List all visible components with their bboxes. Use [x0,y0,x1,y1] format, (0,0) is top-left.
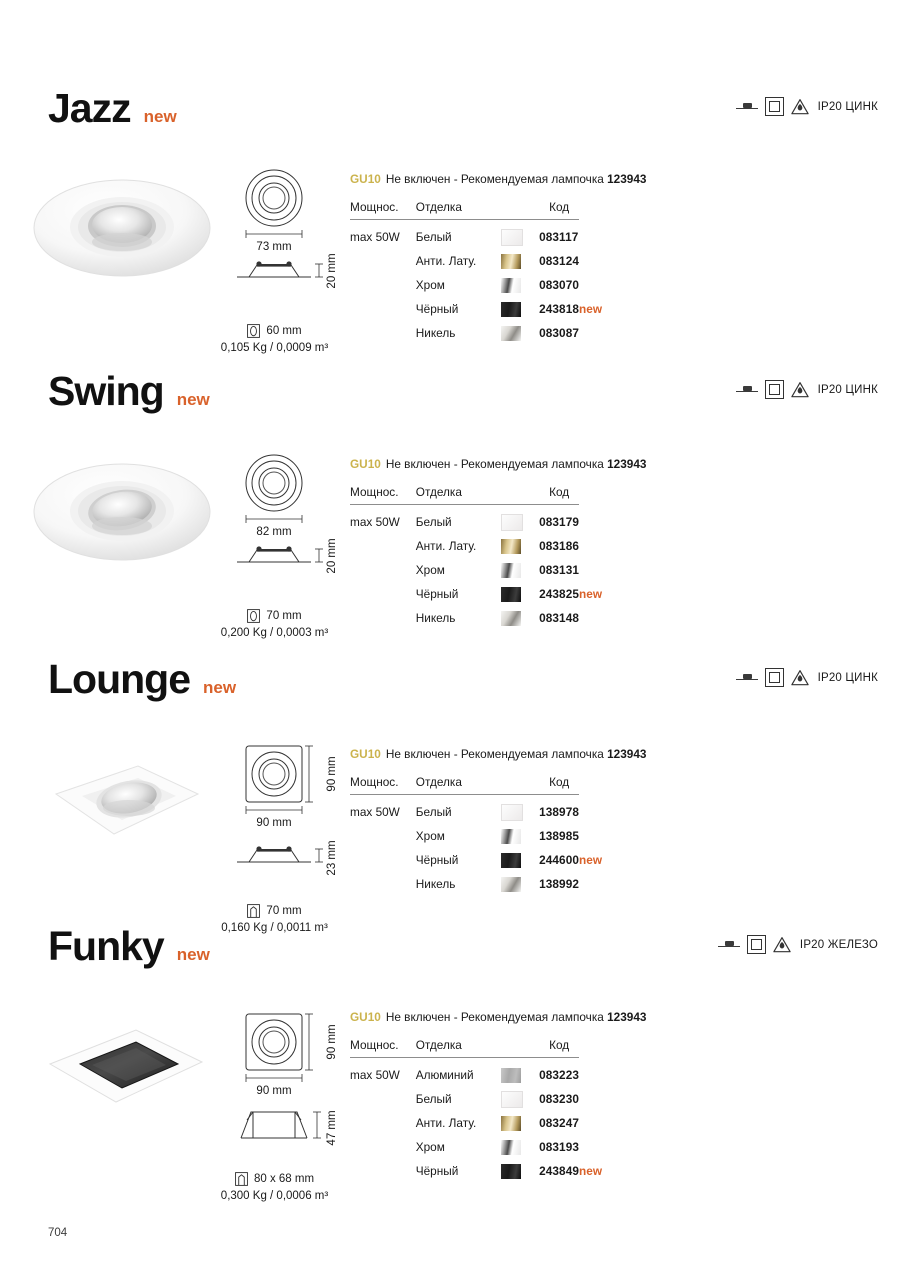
cell-swatch [501,1087,521,1111]
ip-rating-label: IP20 ЖЕЛЕЗО [799,938,878,951]
spec-table-funky [350,1010,710,1184]
cell-new-tag [579,558,602,582]
product-badges [736,380,878,399]
cell-finish: Анти. Лату. [415,1116,477,1131]
weight-volume: 0,160 Kg / 0,0011 m³ [221,922,328,934]
svg-text:20 mm: 20 mm [326,538,338,574]
lamp-text: Не включен - Рекомендуемая лампочка [385,747,604,761]
lamp-text: Не включен - Рекомендуемая лампочка [385,1010,604,1024]
cell-code: 083124 [539,253,580,268]
lamp-info [350,1010,710,1024]
flame-triangle-icon [791,381,809,398]
cell-finish: Чёрный [415,853,459,868]
cell-finish: Чёрный [415,1164,459,1179]
table-row [350,220,602,249]
cell-new-tag: new [579,302,602,317]
finish-swatch-brass [501,539,521,554]
cell-new-tag [579,824,602,848]
product-title-row [48,85,177,131]
cell-swatch [501,1111,521,1135]
cell-power: max 50W [350,229,400,244]
header-power: Мощнос. [350,1038,416,1058]
product-badges [736,668,878,687]
cell-swatch [501,582,521,606]
table-row [350,824,602,848]
cutout-value: 70 mm [266,905,302,917]
cell-new-tag [579,273,602,297]
lamp-socket: GU10 [350,1010,381,1024]
cell-finish: Никель [415,877,456,892]
cell-code: 083247 [539,1116,580,1131]
cell-power: max 50W [350,1067,400,1082]
header-code: Код [539,200,579,220]
weight-volume: 0,105 Kg / 0,0009 m³ [220,342,329,354]
spec-table-swing [350,457,710,631]
table-header-row [350,1038,602,1058]
cell-finish: Анти. Лату. [415,538,477,553]
cell-code: 083131 [539,563,580,578]
cell-finish: Хром [415,828,445,843]
cell-finish: Чёрный [415,587,459,602]
cell-new-tag [579,220,602,249]
lamp-text: Не включен - Рекомендуемая лампочка [385,457,604,471]
cell-swatch [501,1135,521,1159]
round-cutout-icon [247,324,260,338]
cell-finish: Хром [415,1140,445,1155]
lamp-info [350,172,710,186]
header-power: Мощнос. [350,200,416,220]
cutout-row [207,1172,342,1186]
cell-swatch [501,872,521,896]
page-number: 704 [48,1227,68,1239]
flame-triangle-icon [791,98,809,115]
dimension-drawing-funky [207,1008,342,1202]
table-row [350,606,602,630]
recessed-fixture-icon [736,671,758,685]
table-row [350,872,602,896]
cell-code: 244600 [539,853,580,868]
cell-code: 083117 [539,229,579,244]
lamp-socket: GU10 [350,172,381,186]
ip-rating-label: IP20 ЦИНК [817,383,878,396]
codes-table [350,485,602,630]
new-badge: new [176,945,210,964]
cutout-value: 80 x 68 mm [253,1173,315,1185]
class-2-icon [765,380,784,399]
finish-swatch-black [501,587,521,602]
finish-swatch-nickel [501,611,521,626]
finish-swatch-black [501,302,521,317]
finish-swatch-white [501,804,523,821]
cell-power [350,249,416,273]
codes-table [350,1038,602,1183]
lamp-text: Не включен - Рекомендуемая лампочка [385,172,604,186]
header-swatch [501,775,539,795]
svg-text:73 mm: 73 mm [256,241,292,253]
cell-power: max 50W [350,804,400,819]
header-spacer [579,1038,602,1058]
cell-finish: Анти. Лату. [415,253,477,268]
cell-power [350,848,416,872]
lamp-code: 123943 [607,457,647,471]
recessed-fixture-icon [718,938,740,952]
cell-new-tag: new [579,587,602,602]
cell-new-tag [579,1058,602,1087]
finish-swatch-chrome [501,1140,521,1155]
svg-text:20 mm: 20 mm [326,253,338,289]
spec-table-lounge [350,747,710,896]
product-title-row [48,656,237,702]
product-photo-lounge [30,742,215,857]
recessed-fixture-icon [736,100,758,114]
cell-finish: Хром [415,563,445,578]
dimension-drawing-lounge [207,740,342,934]
cell-new-tag [579,1111,602,1135]
header-swatch [501,485,539,505]
finish-swatch-chrome [501,563,521,578]
header-spacer [579,485,602,505]
finish-swatch-chrome [501,278,521,293]
table-row [350,505,602,534]
table-row [350,1159,602,1183]
table-row [350,1135,602,1159]
cutout-value: 70 mm [266,610,302,622]
cutout-row [207,904,342,918]
weight-volume: 0,300 Kg / 0,0006 m³ [220,1190,329,1202]
table-header-row [350,485,602,505]
cell-new-tag [579,795,602,824]
cell-finish: Белый [415,1091,452,1106]
cell-code: 083230 [539,1091,580,1106]
cell-power [350,1111,416,1135]
table-row [350,795,602,824]
cell-code: 138985 [539,828,580,843]
product-title: Lounge [48,656,191,702]
header-spacer [579,775,602,795]
weight-volume: 0,200 Kg / 0,0003 m³ [220,627,329,639]
finish-swatch-black [501,1164,521,1179]
square-cutout-icon [247,904,260,918]
product-badges [718,935,878,954]
cutout-value: 60 mm [266,325,302,337]
cell-power [350,582,416,606]
ip-rating-label: IP20 ЦИНК [817,100,878,113]
cell-swatch [501,1058,521,1087]
cell-code: 083186 [539,538,580,553]
cell-code: 138992 [539,877,580,892]
cell-new-tag [579,249,602,273]
cell-power: max 50W [350,514,400,529]
lamp-info [350,457,710,471]
square-cutout-icon [235,1172,248,1186]
header-code: Код [539,485,579,505]
cell-swatch [501,220,521,249]
table-row [350,848,602,872]
header-code: Код [539,775,579,795]
new-badge: new [176,390,210,409]
cell-new-tag: new [579,853,602,868]
cell-swatch [501,606,521,630]
svg-text:90 mm: 90 mm [326,1024,338,1060]
cell-swatch [501,297,521,321]
finish-swatch-brass [501,254,521,269]
cell-code: 243818 [539,302,580,317]
table-row [350,273,602,297]
product-photo-funky [30,1008,215,1123]
cell-swatch [501,848,521,872]
cell-new-tag: new [579,1164,602,1179]
finish-swatch-white [501,514,523,531]
codes-table [350,775,602,896]
cell-new-tag [579,321,602,345]
cutout-row [207,609,342,623]
header-finish: Отделка [416,485,502,505]
finish-swatch-white [501,229,523,246]
header-spacer [579,200,602,220]
cell-code: 083087 [539,326,580,341]
round-cutout-icon [247,609,260,623]
svg-text:23 mm: 23 mm [326,840,338,876]
cell-power [350,1159,416,1183]
header-swatch [501,200,539,220]
cell-swatch [501,795,521,824]
header-power: Мощнос. [350,485,416,505]
header-code: Код [539,1038,579,1058]
lamp-socket: GU10 [350,457,381,471]
header-finish: Отделка [416,200,502,220]
svg-text:90 mm: 90 mm [326,756,338,792]
table-row [350,582,602,606]
table-row [350,1058,602,1087]
cell-finish: Белый [415,514,452,529]
finish-swatch-brass [501,1116,521,1131]
cell-new-tag [579,534,602,558]
cell-power [350,1135,416,1159]
new-badge: new [143,107,177,126]
finish-swatch-white [501,1091,523,1108]
cell-power [350,824,416,848]
table-header-row [350,200,602,220]
cell-power [350,1087,416,1111]
cell-power [350,558,416,582]
ip-rating-label: IP20 ЦИНК [817,671,878,684]
cell-swatch [501,249,521,273]
dimension-drawing-swing [207,450,342,639]
recessed-fixture-icon [736,383,758,397]
cell-finish: Чёрный [415,302,459,317]
flame-triangle-icon [773,936,791,953]
cell-swatch [501,534,521,558]
header-power: Мощнос. [350,775,416,795]
cell-finish: Никель [415,326,456,341]
cell-swatch [501,321,521,345]
spec-table-jazz [350,172,710,346]
cell-new-tag [579,1135,602,1159]
lamp-code: 123943 [607,172,647,186]
cell-finish: Хром [415,278,445,293]
cell-power [350,606,416,630]
finish-swatch-chrome [501,829,521,844]
cell-swatch [501,824,521,848]
cell-code: 083179 [539,514,580,529]
new-badge: new [203,678,237,697]
cell-new-tag [579,872,602,896]
cell-swatch [501,1159,521,1183]
cell-swatch [501,505,521,534]
cell-power [350,534,416,558]
cell-finish: Алюминий [415,1067,474,1082]
cell-code: 083148 [539,611,580,626]
cutout-row [207,324,342,338]
table-row [350,249,602,273]
finish-swatch-black [501,853,521,868]
svg-text:82 mm: 82 mm [256,526,292,538]
cell-new-tag [579,1087,602,1111]
product-title: Jazz [48,85,131,131]
cell-swatch [501,558,521,582]
header-finish: Отделка [416,775,502,795]
cell-code: 243825 [539,587,580,602]
table-row [350,534,602,558]
product-photo-swing [30,452,215,567]
cell-power [350,297,416,321]
cell-power [350,273,416,297]
dimension-drawing-jazz [207,165,342,354]
cell-power [350,321,416,345]
finish-swatch-nickel [501,877,521,892]
cell-code: 138978 [539,804,580,819]
cell-finish: Белый [415,804,452,819]
cell-finish: Никель [415,611,456,626]
lamp-info [350,747,710,761]
cell-code: 243849 [539,1164,580,1179]
table-row [350,1087,602,1111]
flame-triangle-icon [791,669,809,686]
table-row [350,1111,602,1135]
class-2-icon [765,97,784,116]
lamp-code: 123943 [607,1010,647,1024]
header-finish: Отделка [416,1038,502,1058]
cell-finish: Белый [415,229,452,244]
codes-table [350,200,602,345]
table-row [350,297,602,321]
cell-power [350,872,416,896]
cell-new-tag [579,606,602,630]
table-row [350,321,602,345]
product-title: Funky [48,923,164,969]
svg-text:47 mm: 47 mm [326,1110,338,1146]
svg-text:90 mm: 90 mm [256,1085,292,1097]
cell-code: 083223 [539,1067,580,1082]
table-row [350,558,602,582]
header-swatch [501,1038,539,1058]
class-2-icon [765,668,784,687]
cell-code: 083070 [539,278,580,293]
product-badges [736,97,878,116]
cell-code: 083193 [539,1140,580,1155]
product-title-row [48,368,210,414]
product-photo-jazz [30,168,215,283]
lamp-socket: GU10 [350,747,381,761]
lamp-code: 123943 [607,747,647,761]
cell-new-tag [579,505,602,534]
table-header-row [350,775,602,795]
finish-swatch-aluminium [501,1068,521,1083]
cell-swatch [501,273,521,297]
product-title: Swing [48,368,164,414]
class-2-icon [747,935,766,954]
product-title-row [48,923,210,969]
finish-swatch-nickel [501,326,521,341]
svg-text:90 mm: 90 mm [256,817,292,829]
